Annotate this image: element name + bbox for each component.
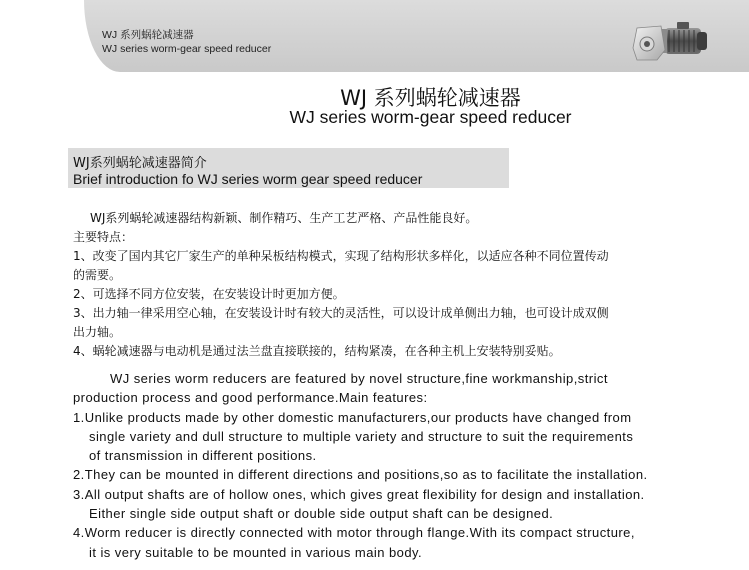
en-feature-4: 4.Worm reducer is directly connected with motor through flange.With its compact structure, xyxy=(73,525,635,541)
cn-feature-1-cont: 的需要。 xyxy=(73,268,122,282)
english-description xyxy=(73,369,733,562)
cn-features-heading: 主要特点： xyxy=(73,230,134,244)
en-feature-1: 1.Unlike products made by other domestic manufacturers,our products have changed from xyxy=(73,409,632,425)
en-paragraph-cont: production process and good performance.Main features: xyxy=(73,390,428,406)
en-feature-2: 2.They can be mounted in different directions and positions,so as to facilitate the installation. xyxy=(73,467,648,483)
cn-feature-3-cont: 出力轴。 xyxy=(73,325,122,339)
cn-feature-2: 2、可选择不同方位安装，在安装设计时更加方便。 xyxy=(73,287,345,301)
cn-feature-4: 4、蜗轮减速器与电动机是通过法兰盘直接联接的，结构紧凑，在各种主机上安装特别妥贴。 xyxy=(73,344,561,358)
worm-gear-motor-icon xyxy=(627,18,711,64)
en-feature-3-cont: Either single side output shaft or double side output shaft can be designed. xyxy=(89,506,554,522)
en-paragraph: WJ series worm reducers are featured by novel structure,fine workmanship,strict xyxy=(110,371,608,386)
header-caption-cn: WJ 系列蜗轮减速器 xyxy=(102,29,194,41)
cn-feature-3: 3、出力轴一律采用空心轴，在安装设计时有较大的灵活性，可以设计成单侧出力轴，也可设计成双侧 xyxy=(73,306,609,320)
chinese-description xyxy=(73,209,713,361)
main-title-cn: WJ 系列蜗轮减速器 xyxy=(340,86,521,110)
intro-heading-cn: WJ系列蜗轮减速器简介 xyxy=(73,156,207,171)
header-caption xyxy=(102,28,271,56)
intro-heading-en: Brief introduction fo WJ series worm gear speed reducer xyxy=(73,171,423,187)
en-feature-1-cont2: of transmission in different positions. xyxy=(89,448,317,464)
header-caption-en: WJ series worm-gear speed reducer xyxy=(102,43,272,55)
en-feature-3: 3.All output shafts are of hollow ones, which gives great flexibility for design and installation. xyxy=(73,486,645,502)
main-title-en: WJ series worm-gear speed reducer xyxy=(289,107,572,127)
en-feature-1-cont: single variety and dull structure to multiple variety and structure to suit the requirements xyxy=(89,428,634,444)
en-feature-4-cont: it is very suitable to be mounted in various main body. xyxy=(89,544,423,560)
cn-paragraph: WJ系列蜗轮减速器结构新颖、制作精巧、生产工艺严格、产品性能良好。 xyxy=(90,211,478,225)
cn-feature-1: 1、改变了国内其它厂家生产的单种呆板结构模式，实现了结构形状多样化，以适应各种不同位置传动 xyxy=(73,249,609,263)
